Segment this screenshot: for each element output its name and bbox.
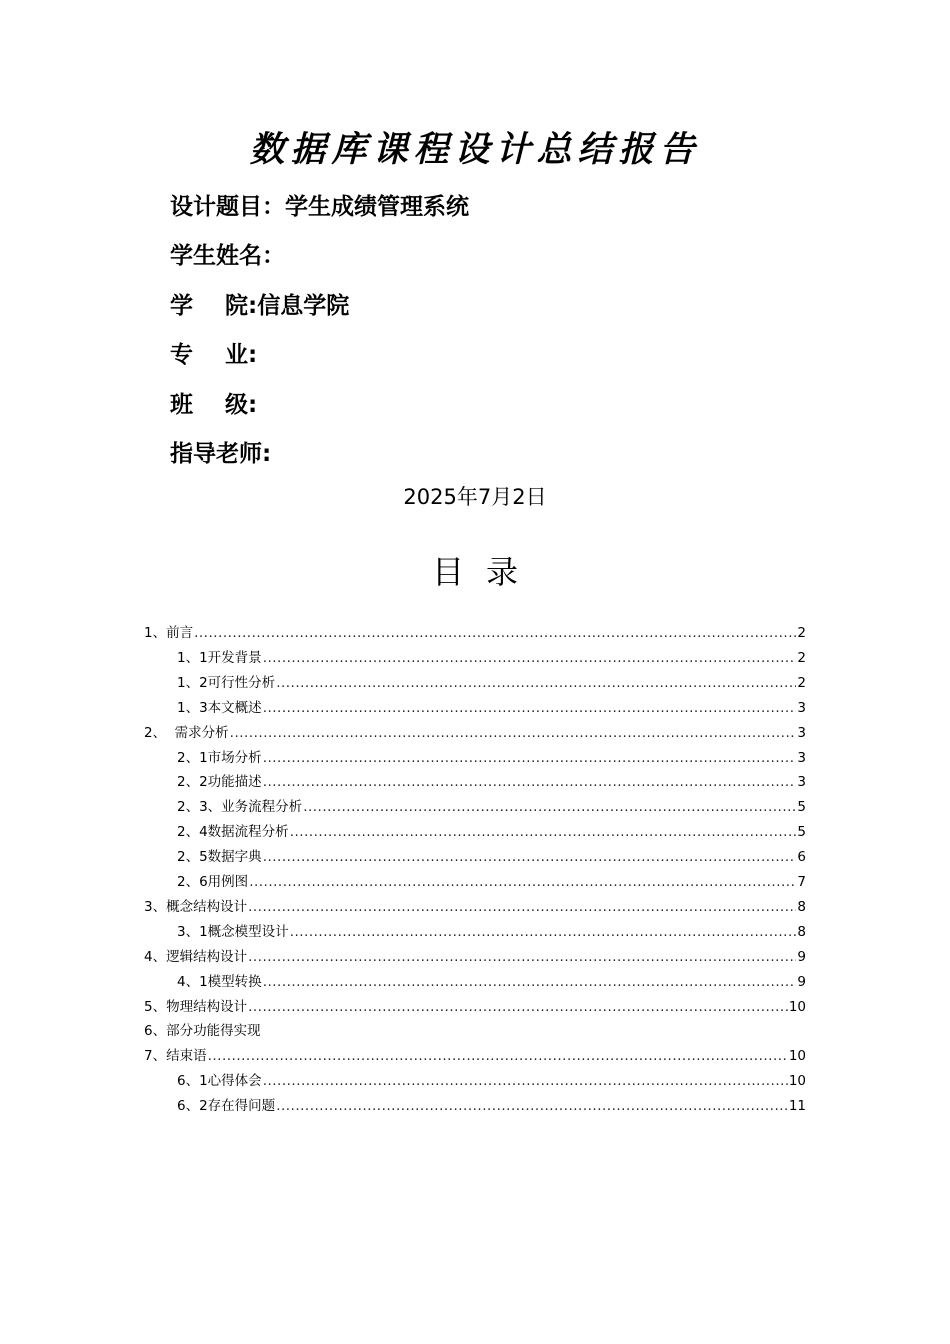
toc-entry-text: 3、概念结构设计 <box>144 898 248 915</box>
toc-entry-text: 1、前言 <box>144 625 194 641</box>
toc-leader-dots <box>303 795 796 820</box>
toc-page-number: 3 <box>797 699 806 716</box>
toc-entry[interactable] <box>177 970 806 995</box>
toc-page-number: 10 <box>788 1048 806 1065</box>
toc-leader-dots <box>263 746 797 771</box>
toc-entry-text: 2、1市场分析 <box>177 749 262 766</box>
toc-entry-text: 6、部分功能得实现 <box>144 1023 261 1040</box>
toc-leader-dots <box>249 870 796 895</box>
toc-title: 目录 <box>431 553 540 591</box>
toc-leader-dots <box>263 696 797 721</box>
cover-info-block <box>170 182 469 479</box>
toc-entry-text: 2、2功能描述 <box>177 774 262 791</box>
toc-page-number: 3 <box>797 749 806 766</box>
toc-entry-text: 7、结束语 <box>144 1048 207 1065</box>
toc-page-number: 8 <box>797 923 806 940</box>
toc-entry[interactable] <box>177 1094 806 1119</box>
toc-entry[interactable] <box>177 770 806 795</box>
toc-entry-text: 2、4数据流程分析 <box>177 824 289 841</box>
document-title: 数据库课程设计总结报告 <box>249 129 701 170</box>
toc-entry-text: 6、1心得体会 <box>177 1073 262 1090</box>
toc-entry-text: 5、物理结构设计 <box>144 998 248 1015</box>
toc-page-number: 10 <box>788 998 806 1015</box>
toc-leader-dots <box>208 1044 788 1069</box>
toc-page-number: 8 <box>797 898 806 915</box>
toc-leader-dots <box>248 995 788 1020</box>
info-row-advisor <box>170 430 469 480</box>
toc-entry[interactable] <box>144 995 806 1020</box>
toc-entry[interactable] <box>177 671 806 696</box>
toc-entry-text: 4、1模型转换 <box>177 973 262 990</box>
info-label: 学生姓名： <box>170 243 285 270</box>
toc-leader-dots <box>290 820 797 845</box>
toc-entry-text: 3、1概念模型设计 <box>177 923 289 940</box>
toc-entry-text: 2、6用例图 <box>177 874 249 890</box>
toc-entry[interactable] <box>144 895 806 920</box>
toc-leader-dots <box>248 895 796 920</box>
toc-entry[interactable] <box>177 870 806 895</box>
toc-leader-dots <box>276 671 796 696</box>
info-row-college <box>170 281 469 331</box>
toc-page-number: 10 <box>788 1073 806 1090</box>
toc-entry[interactable] <box>177 795 806 820</box>
info-label: 指导老师: <box>170 441 272 468</box>
toc-page-number: 3 <box>797 724 806 741</box>
toc-page-number: 6 <box>797 849 806 866</box>
toc-page-number: 2 <box>797 625 806 641</box>
toc-entry-text: 2、5数据字典 <box>177 849 262 866</box>
toc-entry-text: 6、2存在得问题 <box>177 1098 276 1115</box>
toc-page-number: 9 <box>797 973 806 990</box>
toc-entry-text: 1、1开发背景 <box>177 649 262 666</box>
toc-entry[interactable] <box>177 1069 806 1094</box>
toc-leader-dots <box>276 1094 788 1119</box>
toc-leader-dots <box>263 646 797 671</box>
info-value: 信息学院 <box>257 292 350 319</box>
toc-entry[interactable] <box>144 945 806 970</box>
toc-leader-dots <box>194 621 796 646</box>
info-row-design-topic <box>170 182 469 232</box>
toc-page-number: 2 <box>797 649 806 666</box>
info-label: 设计题目： <box>170 193 285 220</box>
toc-entry[interactable] <box>177 646 806 671</box>
toc-page-number: 3 <box>797 774 806 791</box>
toc-entry[interactable] <box>177 696 806 721</box>
toc-page-number: 5 <box>797 799 806 816</box>
toc-entry[interactable] <box>144 721 806 746</box>
toc-entry-text: 1、3本文概述 <box>177 699 262 716</box>
toc-entry[interactable] <box>177 820 806 845</box>
info-row-student-name <box>170 232 469 282</box>
info-label: 班 级: <box>170 391 258 418</box>
toc-entry-text: 1、2可行性分析 <box>177 674 276 691</box>
toc-entry[interactable] <box>177 845 806 870</box>
toc-leader-dots <box>248 945 796 970</box>
toc-leader-dots <box>263 970 797 995</box>
info-value: 学生成绩管理系统 <box>285 193 469 220</box>
toc-entry-text: 2、 需求分析 <box>144 724 229 741</box>
toc-page-number: 5 <box>797 824 806 841</box>
toc-entry[interactable] <box>144 621 806 646</box>
toc-entry[interactable] <box>177 920 806 945</box>
report-date: 2025年7月2日 <box>403 485 547 509</box>
info-row-major <box>170 331 469 381</box>
info-label: 学 院: <box>170 292 258 319</box>
toc-entry[interactable] <box>144 1019 806 1044</box>
toc-entry-text: 2、3、业务流程分析 <box>177 799 303 816</box>
info-row-class <box>170 380 469 430</box>
toc-page-number: 11 <box>788 1098 806 1115</box>
toc-entry[interactable] <box>177 746 806 771</box>
toc-page-number: 7 <box>797 874 806 890</box>
toc-leader-dots <box>263 1069 788 1094</box>
toc-leader-dots <box>263 770 797 795</box>
toc-entry[interactable] <box>144 1044 806 1069</box>
info-label: 专 业: <box>170 342 258 369</box>
toc-entry-text: 4、逻辑结构设计 <box>144 948 248 965</box>
toc-page-number: 9 <box>797 948 806 965</box>
toc-leader-dots <box>263 845 797 870</box>
toc-page-number: 2 <box>797 674 806 691</box>
toc-leader-dots <box>290 920 797 945</box>
toc-leader-dots <box>230 721 797 746</box>
